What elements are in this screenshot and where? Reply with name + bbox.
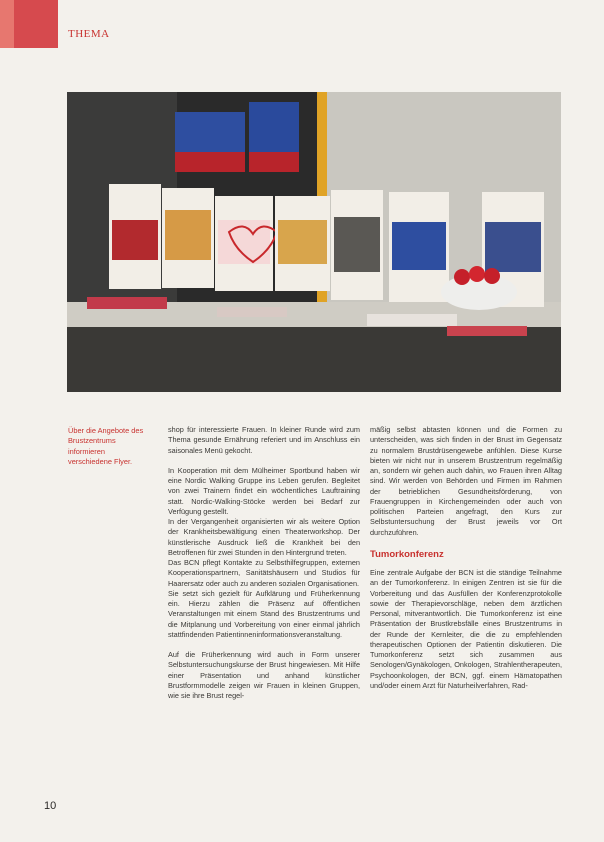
article-column-1 [168, 425, 360, 701]
paragraph: Eine zentrale Aufgabe der BCN ist die ständige Teilnahme an der Tumorkonferenz. In einigen Zentren ist sie für die Vorbereitung und das Ausfüllen der Konferenzprotokolle sowie der Therapievorschläge, neben dem ärztlichen Personal, mitverantwortlich. Die Tumorkonferenz ist eine Präsentation der Brustkrebsfälle eines Brustzentrums in der Runde der Kernleiter, die die zu empfehlenden therapeutischen Optionen der Patientin diskutieren. Die Tumorkonferenz setzt sich zusammen aus Senologen/Gynäkologen, Onkologen, Strahlentherapeuten, Psychoonkologen, der BCN, ggf. einem Hämatopathen und/oder einem Arzt für Naturheilverfahren, Rad- [370, 568, 562, 690]
photo-caption: Über die Angebote des Brustzentrums informieren verschiedene Flyer. [68, 426, 144, 467]
paragraph: In der Vergangenheit organisierten wir als weitere Option der Krankheitsbewältigung einen Theaterworkshop. Der künstlerische Ausdruck ließ die Krankheit bei den Betroffenen für zwei Stunden in den Hintergrund treten. [168, 517, 360, 557]
article-column-2 [370, 425, 562, 691]
paragraph: shop für interessierte Frauen. In kleiner Runde wird zum Thema gesunde Ernährung referiert und im Anschluss ein saisonales Menü gekocht. [168, 425, 360, 455]
paragraph: mäßig selbst abtasten können und die Formen zu unterscheiden, was sich finden in der Brust im Gegensatz zu normalem Brustdrüsengewebe anfühlen. Diese Kurse bieten wir nicht nur in unserem Brustzentrum regelmäßig an, sondern wir gehen auch dahin, wo Frauen ihren Alltag sind. Wir werden von Behörden und Firmen im Rahmen der betrieblichen Gesundheitsförderung, von Frauengruppen in Kirchengemeinden oder auch von politischen Parteien angefragt, den Kurs zur Selbstuntersuchung der Brust jeweils vor Ort durchzuführen. [370, 425, 562, 537]
paragraph: Das BCN pflegt Kontakte zu Selbsthilfegruppen, externen Kooperationspartnern, Sanitätshäusern und Studios für Haarersatz oder auch zu anderen sozialen Organisationen. [168, 558, 360, 588]
brochure-display-photo [67, 92, 561, 392]
paragraph: Auf die Früherkennung wird auch in Form unserer Selbstuntersuchungskurse der Brust hingewiesen. Mit Hilfe einer Präsentation und anhand künstlicher Brustformmodelle zeigen wir Frauen in kleinen Gruppen, wie sie ihre Brust regel- [168, 650, 360, 700]
section-heading: Tumorkonferenz [370, 548, 444, 560]
section-label: THEMA [68, 28, 110, 40]
page-number: 10 [44, 800, 57, 812]
paragraph: Sie setzt sich gezielt für Aufklärung und Früherkennung ein. Hierzu zählen die Präsenz auf öffentlichen Veranstaltungen mit einem Stand des Brustzentrums und die Mitplanung und Vorbereitung von einer einmal jährlich stattfindenden Patientinneninformationsveranstaltung. [168, 588, 360, 639]
corner-accent-stripe [0, 0, 14, 48]
paragraph: In Kooperation mit dem Mülheimer Sportbund haben wir eine Nordic Walking Gruppe ins Leben gerufen. Begleitet von zwei Trainern findet ein wöchentliches Lauftraining statt. Nordic-Walking-Stöcke werden bei Bedarf zur Verfügung gestellt. [168, 465, 360, 516]
